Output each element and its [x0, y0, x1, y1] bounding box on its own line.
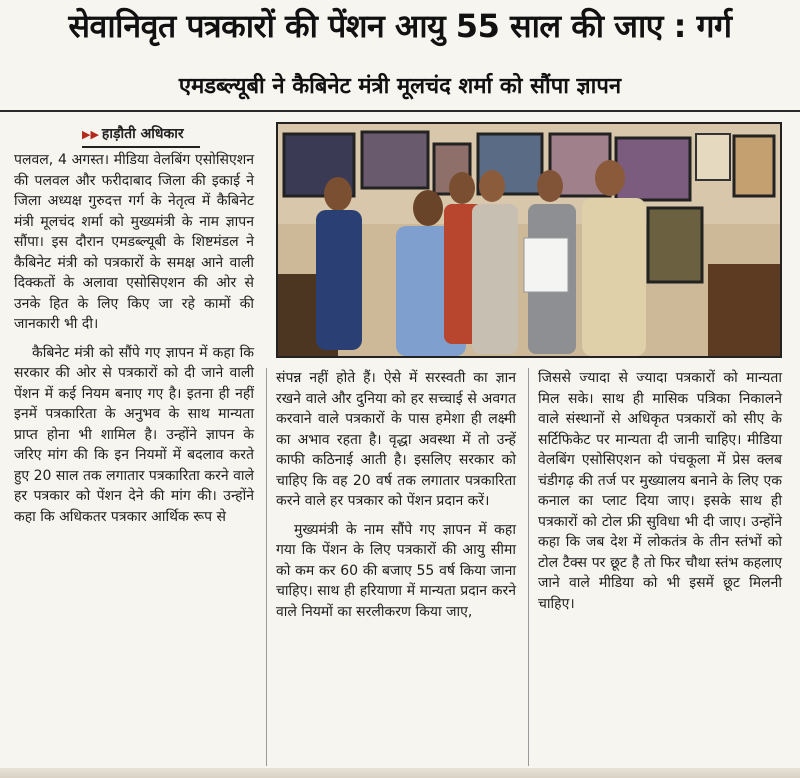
subheadline: एमडब्ल्यूबी ने कैबिनेट मंत्री मूलचंद शर्मा को सौंपा ज्ञापन	[178, 74, 622, 99]
article-column-3	[538, 368, 782, 614]
article-column-1	[14, 150, 254, 527]
photo-illustration	[278, 124, 780, 356]
article-column-2	[276, 368, 516, 622]
headline-rule	[0, 110, 800, 112]
paragraph: मुख्यमंत्री के नाम सौंपे गए ज्ञापन में कहा गया कि पेंशन के लिए पत्रकारों की आयु सीमा को कम कर 60 की बजाए 55 वर्ष किया जाना चाहिए। साथ ही हरियाणा में मान्यता प्रदान करने वाले नियमों का सरलीकरण किया जाए,	[276, 521, 516, 620]
byline-label: हाड़ौती अधिकार	[101, 126, 184, 142]
page-bottom-edge	[0, 768, 800, 778]
column-divider	[528, 368, 529, 766]
paragraph: संपन्न नहीं होते हैं। ऐसे में सरस्वती का ज्ञान रखने वाले और दुनिया को हर सच्चाई से अवगत करवाने वाले पत्रकारों के पास हमेशा ही लक्ष्मी का अभाव रहता है। वृद्धा अवस्था में तो उन्हें काफी कठिनाई आती है। इसलिए सरकार को चाहिए कि वह 20 वर्ष तक लगातार पत्रकारिता करने वाले हर पत्रकार को पेंशन प्रदान करें।	[276, 370, 516, 509]
byline-underline	[82, 146, 200, 148]
article-photo	[276, 122, 782, 358]
double-arrow-icon: ▶▶	[82, 128, 99, 141]
column-divider	[266, 368, 267, 766]
paragraph: जिससे ज्यादा से ज्यादा पत्रकारों को मान्यता मिल सके। साथ ही मासिक पत्रिका निकालने वाले संस्थानों से अधिकृत पत्रकारों को सीए के सर्टिफिकेट पर मान्यता दी जानी चाहिए। मीडिया वेलबिंग एसोसिएशन को पंचकूला में प्रेस क्लब चंडीगढ़ की तर्ज पर मुख्यालय बनाने के लिए एक कनाल का प्लाट दिया जाए। इसके साथ ही पत्रकारों को टोल फ्री सुविधा भी दी जाए। उन्होंने कहा कि जब देश में लोकतंत्र के तीन स्तंभों को टोल टैक्स पर छूट है तो फिर चौथा स्तंभ कहलाए जाने वाले मीडिया को भी इसमें छूट मिलनी चाहिए।	[538, 370, 782, 612]
paragraph: पलवल, 4 अगस्त। मीडिया वेलबिंग एसोसिएशन की पलवल और फरीदाबाद जिला की इकाई ने जिला अध्यक्ष गुरुदत्त गर्ग के नेतृत्व में कैबिनेट मंत्री मूलचंद शर्मा को मुख्यमंत्री के नाम ज्ञापन सौंपा। इस दौरान एमडब्ल्यूबी के शिष्टमंडल ने कैबिनेट मंत्री को पत्रकारों के समक्ष आने वाली दिक्कतों के अलावा एसोसिएशन की ओर से उनके हित के लिए किए जा रहे कामों की जानकारी भी दी।	[14, 152, 254, 332]
headline: सेवानिवृत पत्रकारों की पेंशन आयु 55 साल की जाए : गर्ग	[68, 7, 732, 45]
paragraph: कैबिनेट मंत्री को सौंपे गए ज्ञापन में कहा कि सरकार की ओर से पत्रकारों को दी जाने वाली पेंशन में कई नियम बनाए गए है। इतना ही नहीं इनमें पत्रकारिता के अनुभव के साथ मान्यता प्राप्त होना भी शामिल है। उन्होंने ज्ञापन के जरिए मांग की कि इन नियमों में बदलाव करते हुए 20 साल तक लगातार पत्रकारिता करने वाले हर पत्रकार को पेंशन देने की मांग की। उन्होंने कहा कि अधिकतर पत्रकार आर्थिक रूप से	[14, 344, 254, 525]
byline	[82, 124, 184, 145]
